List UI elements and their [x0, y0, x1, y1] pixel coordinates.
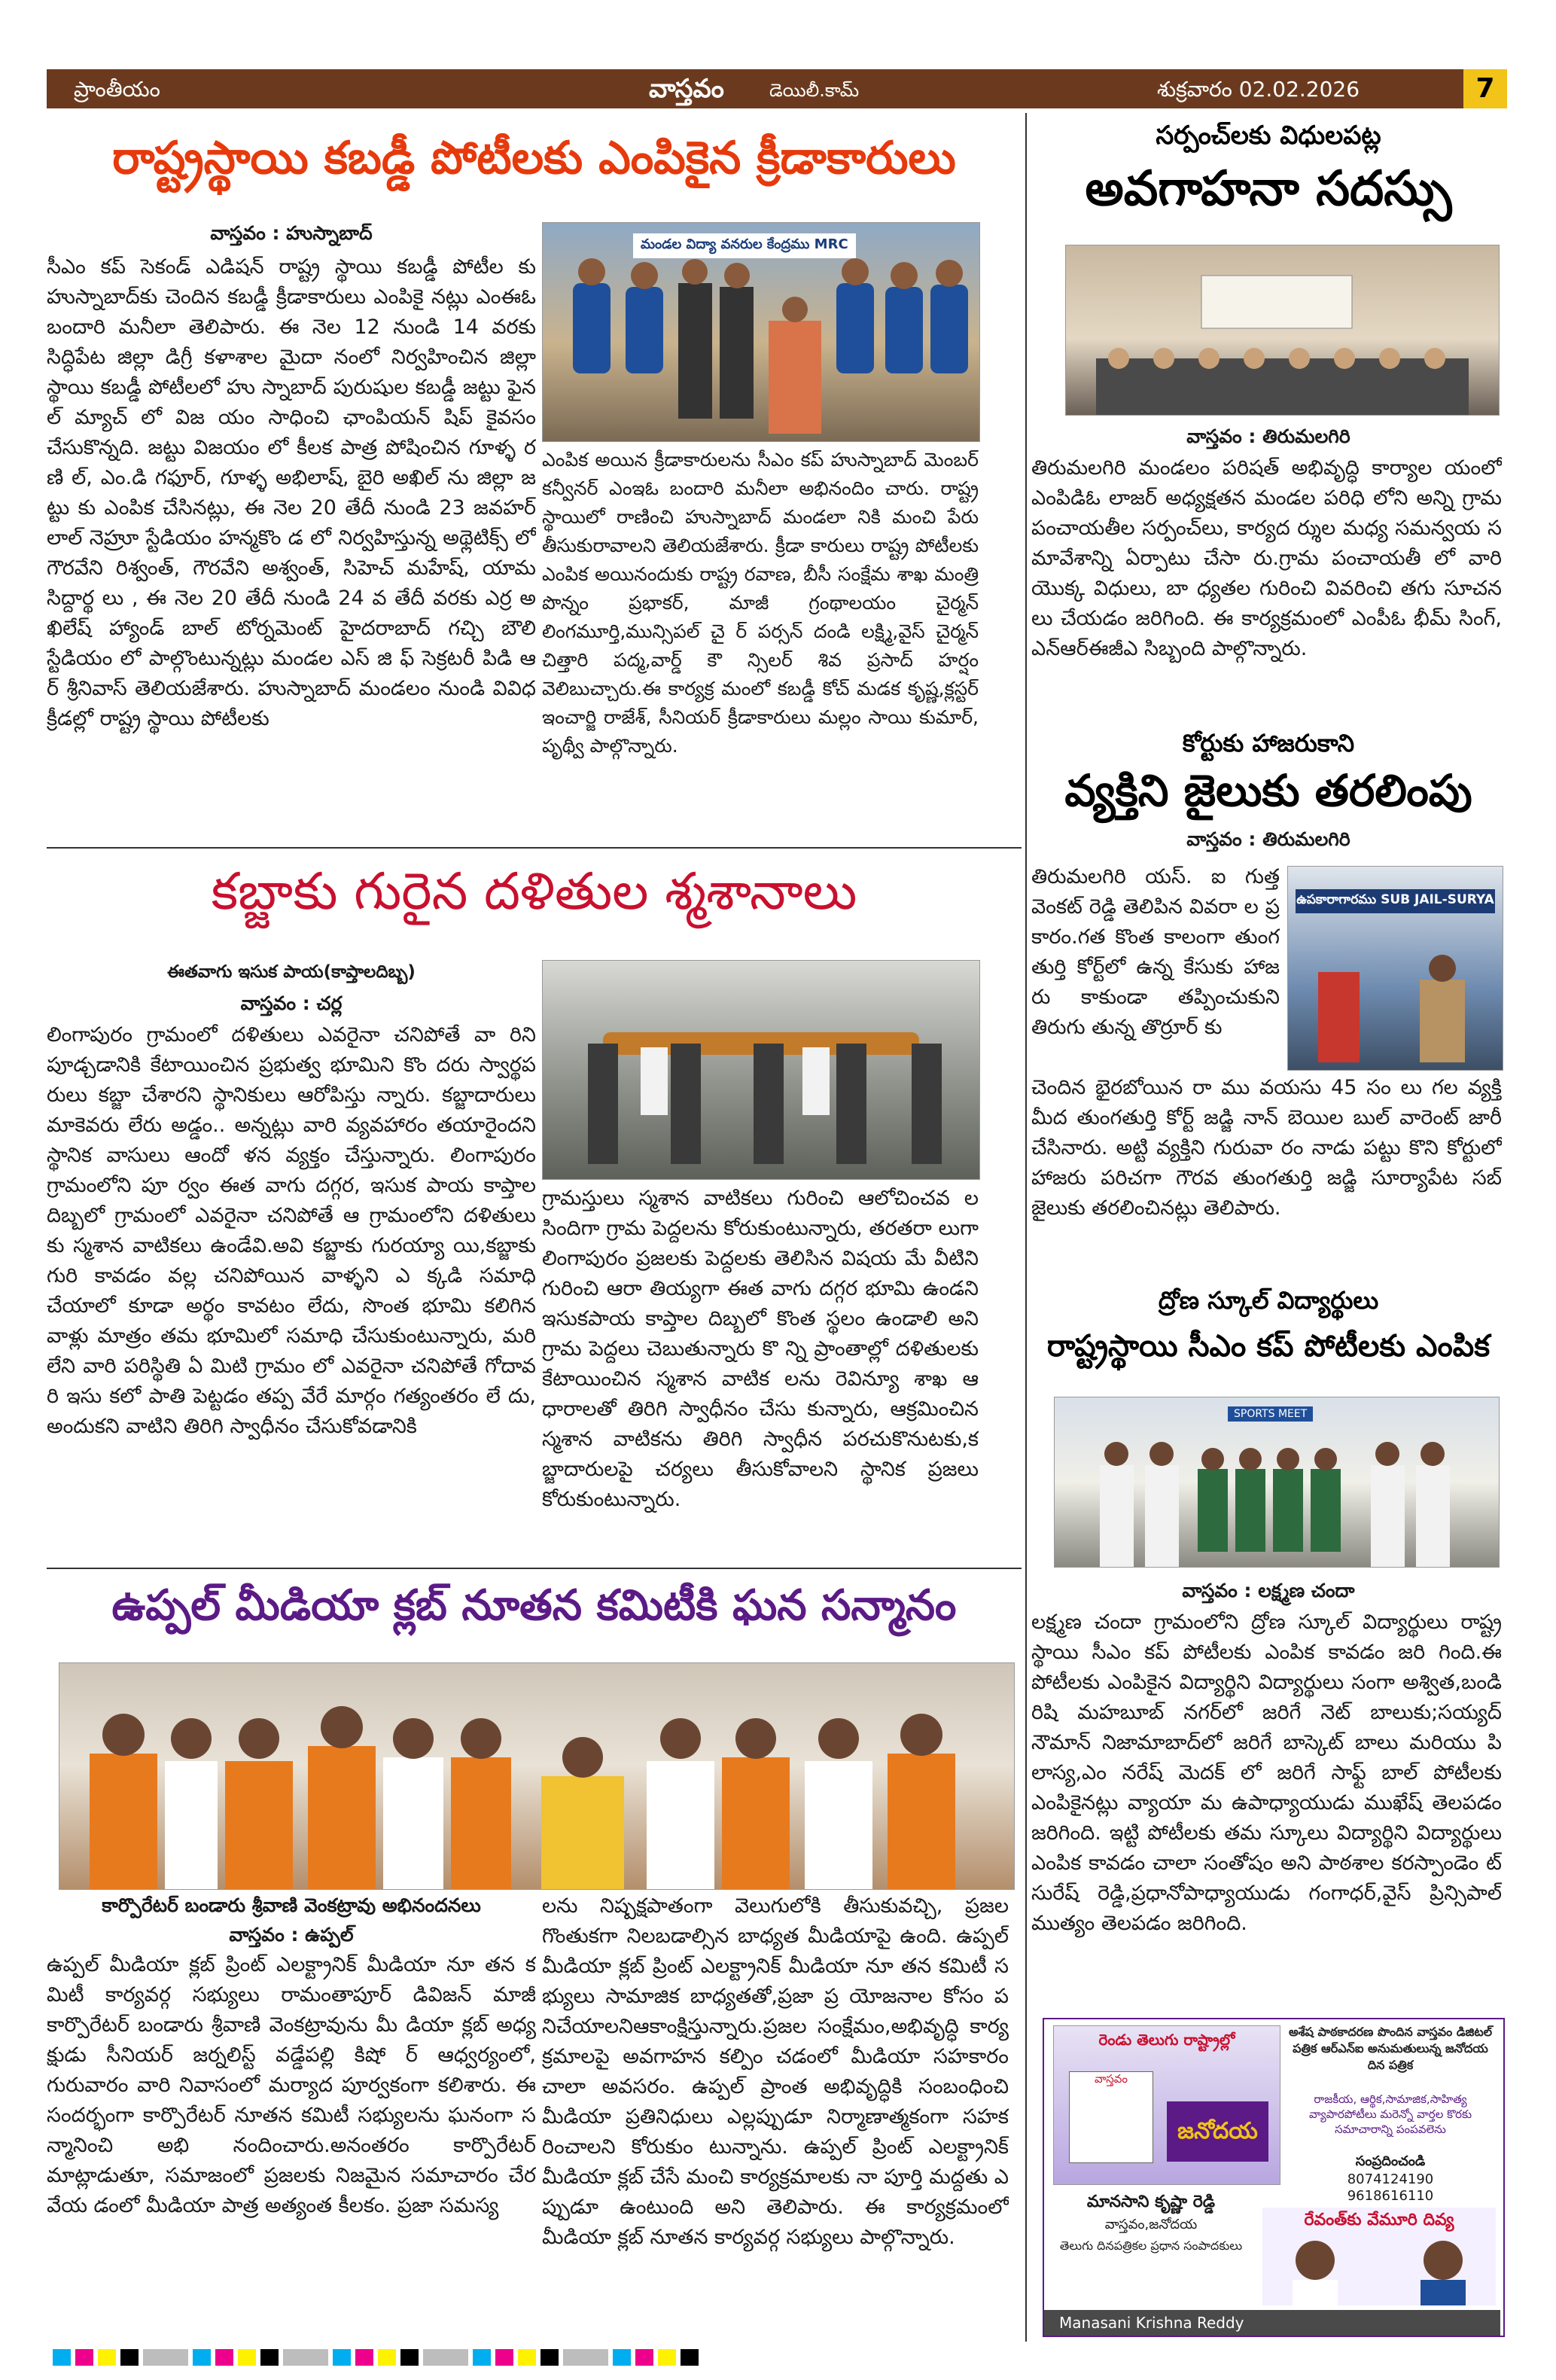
jail-illustration: [1288, 867, 1503, 1070]
ad-editor-name: మానసాని కృష్ణా రెడ్డి: [1086, 2193, 1216, 2211]
article6-photo: [1054, 1397, 1500, 1568]
article6-kicker: ద్రోణ స్కూల్ విద్యార్థులు: [1158, 1286, 1379, 1315]
portrait-illustration: [1262, 2230, 1496, 2305]
article1-photo-sign: మండల విద్యా వనరుల కేంద్రము MRC: [633, 233, 856, 258]
meeting-hall-illustration: [1066, 245, 1499, 415]
masthead-title: వాస్తవం: [649, 74, 724, 104]
article3-dateline: వాస్తవం : ఉప్పల్: [229, 1924, 354, 1946]
article4-photo: [1065, 245, 1500, 416]
ad-brand-logo: జనోదయ: [1167, 2101, 1268, 2162]
article2-body-left: లింగాపురం గ్రామంలో దళితులు ఎవరైనా చనిపోతే వా రిని పూడ్చడానికి కేటాయించిన ప్రభుత్వ భూమిని కొం దరు స్వార్థపరులు కబ్జా చేశారని స్థానికులు ఆరోపిస్తు న్నారు. కబ్జాదారులు మాకెవరు లేరు అడ్డం.. అన్నట్లు వారి వ్యవహారం తయారైందని స్థానిక వాసులు ఆందో ళన వ్యక్తం చేస్తున్నారు. లింగాపురం గ్రామంలోని పూ ర్వం ఈత వాగు దగ్గర, ఇసుక పాయ కాప్తాల దిబ్బలో గ్రామంలో ఎవరైనా చనిపోతే ఆ గ్రామంలోని దళితులు కు స్మశాన వాటికలు ఉండేవి.అవి కబ్జాకు గురయ్యా యి,కబ్జాకు గురి కావడం వల్ల చనిపోయిన వాళ్ళని ఎ క్కడి సమాధి చేయాలో కూడా అర్థం కావటం లేదు, సొంత భూమి కలిగిన వాళ్లు మాత్రం తమ భూమిలో సమాధి చేసుకుంటున్నారు, మరి లేని వారి పరిస్థితి ఏ మిటి గ్రామం లో ఎవరైనా చనిపోతే గోదావరి ఇసు కలో పాతి పెట్టడం తప్ప వేరే మార్గం గత్యంతరం లే దు,అందుకని వాటిని తిరిగి స్వాధీనం చేసుకోవడానికి: [47, 1023, 536, 1438]
ad-newspaper-image: [1053, 2025, 1280, 2185]
ad-editor-titles: వాస్తవం,జనోదయ: [1104, 2217, 1198, 2232]
article1-body: సీఎం కప్ సెకండ్ ఎడిషన్ రాష్ట్ర స్థాయి కబడ్డీ పోటీల కు హుస్నాబాద్‌కు చెందిన కబడ్డీ క్రీడాకారులు ఎంపికై నట్లు ఎంఈఓ బందారి మనీలా తెలిపారు. ఈ నెల 12 నుండి 14 వరకు సిద్ధిపేట జిల్లా డిగ్రీ కళాశాల మైదా నంలో నిర్వహించిన జిల్లా స్థాయి కబడ్డీ పోటీలలో హు స్నాబాద్ పురుషుల కబడ్డీ జట్టు ఫైనల్ మ్యాచ్ లో విజ యం సాధించి ఛాంపియన్ షిప్ కైవసం చేసుకొన్నది. జట్టు విజయం లో కీలక పాత్ర పోషించిన గూళ్ళ రణి ల్, ఎం.డి గఫూర్, గూళ్ళ అభిలాష్, బైరి అఖిల్ ను జిల్లా జట్టు కు ఎంపిక చేసినట్లు, ఈ నెల 20 తేదీ నుండి 23 జవహర్ లాల్ నెహ్రూ స్టేడియం హన్మకొం డ లో నిర్వహిస్తున్న అథ్లెటిక్స్ లో గౌరవేని రిశ్వంత్, గౌరవేని అశ్వంత్, సిహెచ్ మహేష్, యామ సిద్దార్థ లు , ఈ నెల 20 తేదీ నుండి 24 వ తేదీ వరకు ఎర్ర అఖిలేష్ హ్యాండ్ బాల్ టోర్నమెంట్ హైదరాబాద్ గచ్చి బౌలి స్టేడియం లో పాల్గొంటున్నట్లు మండల ఎస్ జి ఫ్ సెక్రటరీ పిడి ఆర్ శ్రీనివాస్ తెలియజేశారు. హుస్నాబాద్ మండలం నుండి వివిధ క్రీడల్లో రాష్ట్ర స్థాయి పోటీలకు: [47, 255, 536, 730]
ad-contact-heading: సంప్రదించండి: [1355, 2153, 1426, 2169]
article1-caption: ఎంపిక అయిన క్రీడాకారులను సీఎం కప్ హుస్నాబాద్ మెంబర్ కన్వీనర్ ఎంఇఓ బందారి మనీలా అభినందిం చారు. రాష్ట్ర స్థాయిలో రాణించి హుస్నాబాద్ మండలా నికి మంచి పేరు తీసుకురావాలని తెలియజేశారు. క్రీడా కారులు రాష్ట్ర పోటీలకు ఎంపిక అయినందుకు రాష్ట్ర రవాణ, బీసీ సంక్షేమ శాఖ మంత్రి పొన్నం ప్రభాకర్, మాజీ గ్రంథాలయం చైర్మన్ లింగమూర్తి,మున్సిపల్ చై ర్ పర్సన్ దండి లక్ష్మి,వైస్ చైర్మన్ చిత్తారి పద్మ,వార్డ్ కౌ న్సిలర్ శివ ప్రసాద్ హర్షం వెలిబుచ్చారు.ఈ కార్యక్ర మంలో కబడ్డీ కోచ్ మడక కృష్ణ,క్లస్టర్ ఇంచార్జి రాజేశ్, సీనియర్ క్రీడాకారులు మల్లం సాయి కుమార్, పృథ్వీ పాల్గొన్నారు.: [542, 449, 979, 757]
article6-dateline: వాస్తవం : లక్ష్మణ చందా: [1182, 1580, 1355, 1601]
article3-body-right: లను నిష్పక్షపాతంగా వెలుగులోకి తీసుకువచ్చి, ప్రజల గొంతుకగా నిలబడాల్సిన బాధ్యత మీడియాపై ఉంది. ఉప్పల్ మీడియా క్లబ్ ప్రింట్ ఎలక్ట్రానిక్ మీడియా నూ తన కమిటీ సభ్యులు సామాజిక బాధ్యతతో,ప్రజా ప్ర యోజనాల కోసం పనిచేయాలనిఆకాంక్షిస్తున్నారు.ప్రజల సంక్షేమం,అభివృద్ధి కార్యక్రమాలపై అవగాహన కల్పిం చడంలో మీడియా సహకారం చాలా అవసరం. ఉప్పల్ ప్రాంత అభివృద్ధికి సంబంధించి మీడియా ప్రతినిధులు ఎల్లప్పుడూ నిర్మాణాత్మకంగా సహకరించాలని కోరుకుం టున్నాను. ఉప్పల్ ప్రింట్ ఎలక్ట్రానిక్ మీడియా క్లబ్ చేసే మంచి కార్యక్రమాలకు నా పూర్తి మద్దతు ఎప్పుడూ ఉంటుంది అని తెలిపారు. ఈ కార్యక్రమంలో మీడియా క్లబ్ నూతన కార్యవర్గ సభ్యులు పాల్గొన్నారు.: [542, 1894, 1009, 2249]
page-header-bar: [47, 69, 1507, 108]
advertisement: [1043, 2018, 1505, 2337]
article2-subhead: ఈతవాగు ఇసుక పాయ(కాప్తాలదిబ్బ): [167, 962, 416, 982]
students-illustration: [1055, 1397, 1499, 1567]
article4-headline: అవగాహనా సదస్సు: [1085, 161, 1452, 217]
ad-greeting-panel: [1262, 2208, 1496, 2305]
article2-photo: [542, 960, 980, 1180]
article2-headline: కబ్జాకు గురైన దళితుల శ్మశానాలు: [211, 862, 857, 922]
article5-body-wrap: తిరుమలగిరి యస్. ఐ గుత్త వెంకట్ రెడ్డి తెలిపిన వివరా ల ప్రకారం.గత కొంత కాలంగా తుంగతుర్తి కోర్ట్‌లో ఉన్న కేసుకు హాజ రు కాకుండా తప్పించుకుని తిరుగు తున్న తొర్రూర్ కు: [1031, 865, 1280, 1039]
article3-body-left: ఉప్పల్ మీడియా క్లబ్ ప్రింట్ ఎలక్ట్రానిక్ మీడియా నూ తన కమిటీ కార్యవర్గ సభ్యులు రామంతాపూర్ డివిజన్ మాజీ కార్పొరేటర్ బండారు శ్రీవాణి వెంకట్రావును మీ డియా క్లబ్ అధ్యక్షుడు సీనియర్ జర్నలిస్ట్ వడ్డేపల్లి కిషో ర్ ఆధ్వర్యంలో, గురువారం వారి నివాసంలో మర్యాద పూర్వకంగా కలిశారు. ఈ సందర్భంగా కార్పొరేటర్ నూతన కమిటీ సభ్యులను ఘనంగా సన్మానించి అభి నందించారు.అనంతరం కార్పొరేటర్ మాట్లాడుతూ, సమాజంలో ప్రజలకు నిజమైన సమాచారం చేరవేయ డంలో మీడియా పాత్ర అత్యంత కీలకం. ప్రజా సమస్య: [47, 1953, 536, 2217]
article1-photo: [542, 222, 980, 442]
ad-editor-role: తెలుగు దినపత్రికల ప్రధాన సంపాదకులు: [1059, 2238, 1243, 2253]
masthead-subtitle: డెయిలీ.కామ్: [769, 80, 860, 101]
article3-headline: ఉప్పల్ మీడియా క్లబ్ నూతన కమిటీకి ఘన సన్మానం: [111, 1581, 957, 1630]
column-divider: [1025, 113, 1027, 2342]
article5-photo: [1287, 866, 1503, 1071]
article5-photo-sign: ఉపకారాగారము SUB JAIL-SURYA: [1296, 889, 1495, 913]
ad-right-text: అశేష పాఠకాదరణ పొందిన వాస్తవం డిజిటల్ పత్రిక ఆర్ఎన్ఐ అనుమతులున్న జనోదయ దిన పత్రిక: [1288, 2025, 1493, 2072]
ad-paper-left: వాస్తవం: [1069, 2071, 1153, 2163]
article1-headline: రాష్ట్రస్థాయి కబడ్డీ పోటీలకు ఎంపికైన క్రీడాకారులు: [112, 132, 956, 184]
ad-footer: Manasani Krishna Reddy: [1044, 2310, 1500, 2336]
article6-body: లక్ష్మణ చందా గ్రామంలోని ద్రోణ స్కూల్ విద్యార్థులు రాష్ట్రస్థాయి సీఎం కప్ పోటీలకు ఎంపిక కావడం జరి గింది.ఈ పోటీలకు ఎంపికైన విద్యార్థిని విద్యార్థులు సంగా అశ్విత,బండి రిషి మహబూబ్ నగర్‌లో జరిగే నెట్ బాలుకు;సయ్యద్ నౌమాన్ నిజామాబాద్‌లో జరిగే బాస్కెట్ బాలు మరియు పి లాస్య,ఎం నరేష్ మెదక్ లో జరిగే సాఫ్ట్ బాల్ పోటీలకు ఎంపికైనట్లు వ్యాయా మ ఉపాధ్యాయుడు ముఖేష్ తెలపడం జరిగింది. ఇట్టి పోటీలకు తమ స్కూలు విద్యార్థిని విద్యార్థులు ఎంపిక కావడం చాలా సంతోషం అని పాఠశాల కరస్పాండెం ట్ సురేష్ రెడ్డి,ప్రధానోపాధ్యాయుడు గంగాధర్,వైస్ ప్రిన్సిపాల్ ముత్యం తెలపడం జరిగింది.: [1031, 1611, 1502, 1935]
ad-greeting: రేవంత్‌కు వేమూరి దివ్య: [1304, 2211, 1454, 2229]
ad-phone-2: 9618616110: [1347, 2188, 1434, 2204]
article3-caption: కార్పొరేటర్ బండారు శ్రీవాణి వెంకట్రావు అభినందనలు: [102, 1894, 481, 1916]
ad-phone-1: 8074124190: [1347, 2171, 1434, 2187]
article6-photo-sign: SPORTS MEET: [1228, 1406, 1313, 1422]
ad-categories: రాజకీయ, ఆర్థిక,సామాజిక,సాహిత్య వ్యాపారపోటీలు మరెన్నో వార్తల కొరకు సమాచారాన్ని పంపవలెను: [1308, 2092, 1472, 2136]
article4-dateline: వాస్తవం : తిరుమలగిరి: [1186, 425, 1350, 447]
article4-body: తిరుమలగిరి మండలం పరిషత్ అభివృద్ధి కార్యాల యంలో ఎంపిడిఓ లాజర్ అధ్యక్షతన మండల పరిధి లోని అన్ని గ్రామ పంచాయతీల సర్పంచ్‌లు, కార్యద ర్శుల మధ్య సమన్వయ సమావేశాన్ని ఏర్పాటు చేసా రు.గ్రామ పంచాయతీ లో వారి యొక్క విధులు, బా ధ్యతల గురించి వివరించి తగు సూచనలు చేయడం జరిగింది. ఈ కార్యక్రమంలో ఎంపీఓ భీమ్ సింగ్, ఎన్ఆర్ఈజీఎ సిబ్బంది పాల్గొన్నారు.: [1031, 456, 1502, 660]
color-registration-strip: [53, 2349, 1506, 2366]
article6-headline: రాష్ట్రస్థాయి సీఎం కప్ పోటీలకు ఎంపిక: [1046, 1329, 1491, 1364]
article5-headline: వ్యక్తిని జైలుకు తరలింపు: [1064, 765, 1472, 816]
article1-dateline: వాస్తవం : హుస్నాబాద్: [210, 222, 373, 244]
players-illustration: [543, 223, 979, 441]
article5-dateline: వాస్తవం : తిరుమలగిరి: [1186, 828, 1350, 850]
article3-photo: [59, 1662, 1015, 1890]
article5-kicker: కోర్టుకు హాజరుకాని: [1182, 729, 1355, 757]
divider: [47, 1568, 1022, 1569]
page-number: 7: [1463, 69, 1507, 108]
divider: [47, 847, 1022, 849]
section-label: ప్రాంతీయం: [74, 77, 160, 102]
article4-kicker: సర్పంచ్‌లకు విధులపట్ల: [1156, 120, 1381, 151]
ad-top-label: రెండు తెలుగు రాష్ట్రాల్లో: [1098, 2031, 1235, 2049]
issue-date: శుక్రవారం 02.02.2026: [1157, 77, 1360, 102]
article5-body-full: చెందిన భైరబోయిన రా ము వయసు 45 సం లు గల వ్యక్తి మీద తుంగతుర్తి కోర్ట్ జడ్జి నాన్ బెయిల బుల్ వారెంట్ జారీ చేసినారు. అట్టి వ్యక్తిని గురువా రం నాడు పట్టు కొని కోర్టులో హాజరు పరిచగా గౌరవ తుంగతుర్తి జడ్జి సూర్యాపేట సబ్ జైలుకు తరలించినట్లు తెలిపారు.: [1031, 1076, 1502, 1220]
article2-body-right: గ్రామస్తులు స్మశాన వాటికలు గురించి ఆలోచించవ లసిందిగా గ్రామ పెద్దలను కోరుకుంటున్నారు, తరతరా లుగా లింగాపురం ప్రజలకు పెద్దలకు తెలిసిన విషయ మే వీటిని గురించి ఆరా తియ్యగా ఈత వాగు దగ్గర భూమి ఉండని ఇసుకపాయ కాప్తాల దిబ్బలో కొంత స్థలం ఉండాలి అని గ్రామ పెద్దలు చెబుతున్నారు కొ న్ని ప్రాంతాల్లో దళితులకు కేటాయించిన స్మశాన వాటిక లను రెవిన్యూ శాఖ ఆధారాలతో తిరిగి స్వాధీనం చేసు కున్నారు, ఆక్రమించిన స్మశాన వాటికను తిరిగి స్వాధీన పరచుకొనుటకు,కబ్జాదారులపై చర్యలు తీసుకోవాలని స్థానిక ప్రజలు కోరుకుంటున్నారు.: [542, 1187, 979, 1511]
group-photo-illustration: [59, 1663, 1014, 1889]
article2-dateline: వాస్తవం : చర్ల: [240, 992, 343, 1014]
pallbearers-illustration: [543, 961, 979, 1179]
